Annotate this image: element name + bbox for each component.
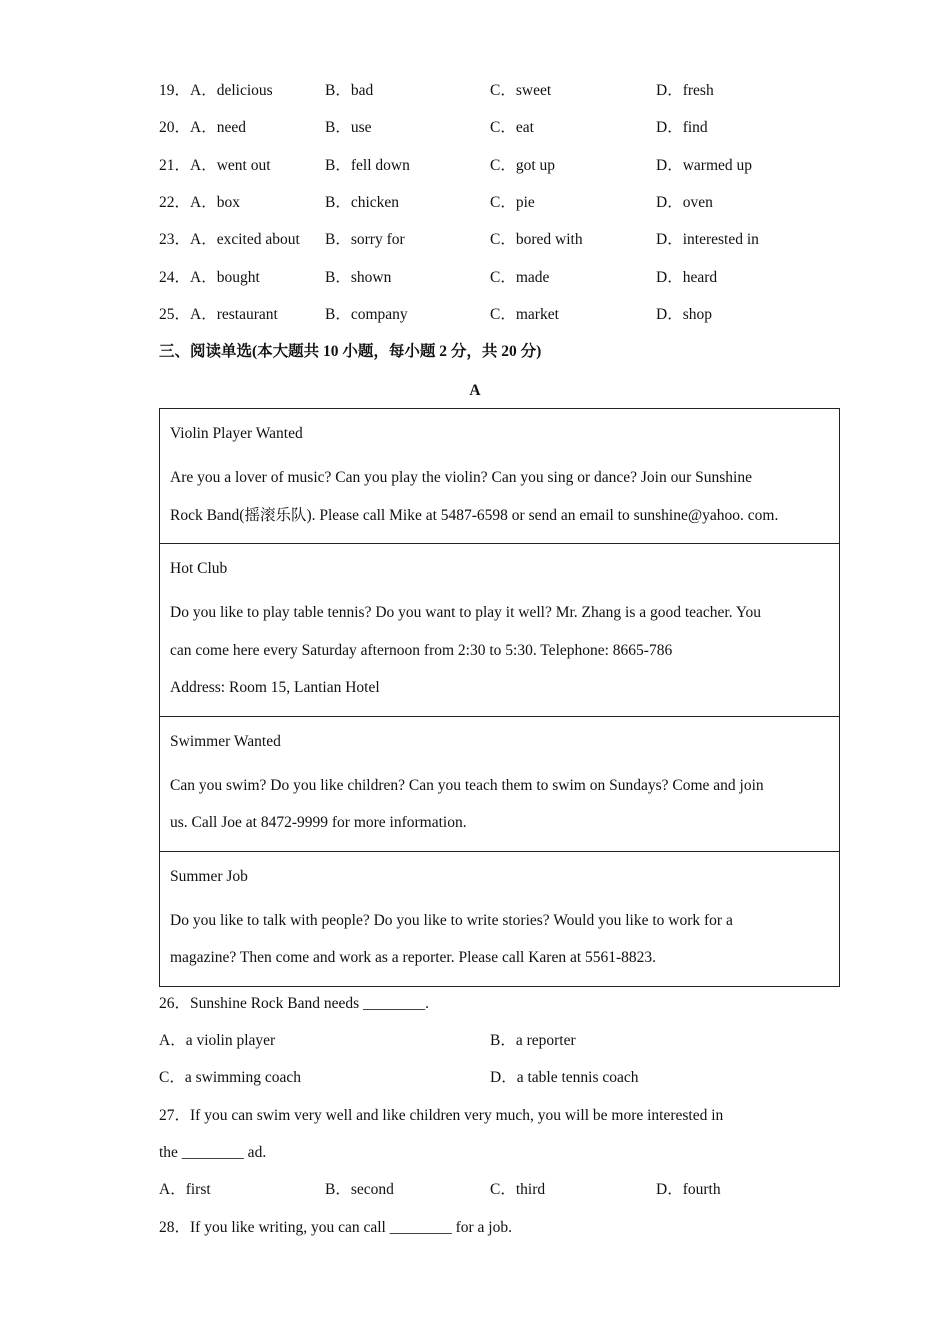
option-text: warmed up	[682, 157, 752, 174]
option-text: need	[216, 119, 246, 136]
ad-swimmer-wanted	[160, 717, 839, 852]
option-text: restaurant	[216, 306, 278, 323]
ad-title: Hot Club	[170, 560, 228, 577]
option-text: delicious	[216, 82, 273, 99]
ad-title: Swimmer Wanted	[170, 732, 281, 750]
option-text: sweet	[515, 82, 552, 99]
option-letter: D．	[656, 269, 683, 286]
ad-text-line: Do you like to play table tennis? Do you want to play it well? Mr. Zhang is a good teacher. You	[170, 604, 762, 621]
question-26-option-d: D．a table tennis coach	[490, 1069, 639, 1086]
question-number: 19．	[159, 82, 191, 99]
option-letter: C．	[490, 269, 516, 286]
option-text: heard	[682, 269, 718, 286]
option-text: find	[682, 119, 708, 136]
option-letter: D．	[656, 157, 683, 174]
question-number: 24．	[159, 269, 191, 286]
option-text: bought	[216, 269, 260, 286]
option-text: interested in	[682, 231, 759, 248]
option-letter: B．	[325, 194, 351, 211]
option-text: eat	[515, 119, 534, 136]
option-text: sorry for	[350, 231, 405, 248]
option-letter: D．	[656, 1181, 683, 1198]
ad-text-line: Are you a lover of music? Can you play the violin? Can you sing or dance? Join our Sunshine	[170, 469, 752, 486]
option-letter: B．	[325, 231, 351, 248]
option-text: bad	[350, 82, 374, 99]
question-number: 22．	[159, 194, 191, 211]
ad-text-line: magazine? Then come and work as a reporter. Please call Karen at 5561-8823.	[170, 949, 657, 966]
option-text: made	[515, 269, 550, 286]
option-text: shown	[350, 269, 392, 286]
option-letter: C．	[490, 119, 516, 136]
option-letter: C．	[490, 231, 516, 248]
option-text: market	[515, 306, 559, 323]
ad-text-line: can come here every Saturday afternoon from 2:30 to 5:30. Telephone: 8665-786	[170, 641, 673, 659]
option-text: fourth	[682, 1181, 721, 1198]
section-title: 三、阅读单选(本大题共 10 小题，每小题 2 分，共 20 分)	[159, 343, 542, 360]
question-number: 20．	[159, 119, 191, 136]
option-text: bored with	[515, 231, 583, 248]
option-letter: B．	[325, 269, 351, 286]
option-letter: C．	[490, 157, 516, 174]
question-number: 23．	[159, 231, 191, 248]
question-26-stem: 26．Sunshine Rock Band needs ________.	[159, 995, 429, 1012]
option-letter: B．	[325, 82, 351, 99]
option-text: went out	[216, 157, 271, 174]
option-letter: D．	[656, 194, 683, 211]
option-letter: A．	[190, 119, 217, 136]
question-number: 21．	[159, 157, 191, 174]
option-letter: C．	[490, 1181, 516, 1198]
option-letter: A．	[159, 1181, 186, 1198]
option-letter: A．	[190, 231, 217, 248]
ad-summer-job	[160, 852, 839, 986]
option-text: excited about	[216, 231, 300, 248]
option-letter: B．	[325, 1181, 351, 1198]
option-text: fell down	[350, 157, 410, 174]
question-26-option-c: C．a swimming coach	[159, 1069, 302, 1086]
ad-text-line: Can you swim? Do you like children? Can you teach them to swim on Sundays? Come and join	[170, 776, 764, 794]
option-text: third	[515, 1181, 546, 1198]
question-28-stem: 28．If you like writing, you can call ________ for a job.	[159, 1219, 512, 1236]
ads-table	[159, 408, 840, 987]
option-letter: A．	[190, 269, 217, 286]
question-number: 25．	[159, 306, 191, 323]
option-text: chicken	[350, 194, 400, 211]
option-text: second	[350, 1181, 394, 1198]
option-letter: B．	[325, 157, 351, 174]
option-letter: A．	[190, 306, 217, 323]
option-text: shop	[682, 306, 712, 323]
ad-text-line: Address: Room 15, Lantian Hotel	[170, 679, 380, 696]
option-letter: A．	[190, 82, 217, 99]
question-27-stem-line1: 27．If you can swim very well and like children very much, you will be more interested in	[159, 1107, 724, 1124]
option-letter: B．	[325, 119, 351, 136]
option-text: oven	[682, 194, 713, 211]
option-text: fresh	[682, 82, 714, 99]
option-letter: D．	[656, 231, 683, 248]
option-letter: D．	[656, 306, 683, 323]
question-26-option-b: B．a reporter	[490, 1032, 576, 1049]
option-text: got up	[515, 157, 556, 174]
ad-text-line: Do you like to talk with people? Do you like to write stories? Would you like to work for a	[170, 911, 733, 929]
ad-text-line: us. Call Joe at 8472-9999 for more information.	[170, 814, 467, 831]
question-26-option-a: A．a violin player	[159, 1032, 276, 1049]
option-letter: C．	[490, 82, 516, 99]
question-27-stem-line2: the ________ ad.	[159, 1144, 267, 1161]
option-letter: D．	[656, 119, 683, 136]
option-letter: A．	[190, 194, 217, 211]
ad-title: Summer Job	[170, 867, 248, 885]
option-text: use	[350, 119, 372, 136]
option-letter: D．	[656, 82, 683, 99]
option-text: company	[350, 306, 408, 323]
option-letter: C．	[490, 194, 516, 211]
option-letter: A．	[190, 157, 217, 174]
ad-hot-club	[160, 544, 839, 717]
ad-title: Violin Player Wanted	[170, 425, 303, 442]
option-text: first	[185, 1181, 211, 1198]
option-letter: C．	[490, 306, 516, 323]
ad-violin-player	[160, 409, 839, 544]
option-text: box	[216, 194, 240, 211]
option-letter: B．	[325, 306, 351, 323]
option-text: pie	[515, 194, 535, 211]
ad-text-line: Rock Band(摇滚乐队). Please call Mike at 5487-6598 or send an email to sunshine@yahoo. com.	[170, 506, 779, 524]
passage-label: A	[469, 382, 481, 399]
